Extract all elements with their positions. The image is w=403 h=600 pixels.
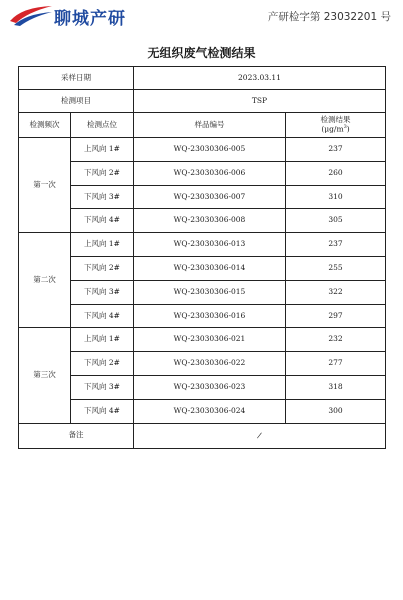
- sample-id-cell: WQ-23030306-022: [134, 352, 286, 376]
- result-cell: 322: [286, 280, 386, 304]
- point-cell: 上风向 1#: [71, 328, 134, 352]
- report-number: 产研检字第 23032201 号: [267, 11, 391, 23]
- table-row: [19, 138, 386, 162]
- column-frequency: 检测频次: [19, 113, 71, 138]
- note-label: 备注: [19, 423, 134, 448]
- frequency-cell: 第三次: [19, 328, 71, 423]
- point-cell: 下风向 2#: [71, 352, 134, 376]
- result-cell: 277: [286, 352, 386, 376]
- table-row: [19, 352, 386, 376]
- column-result-label: 检测结果: [320, 115, 351, 125]
- column-point: 检测点位: [71, 113, 134, 138]
- result-cell: 300: [286, 399, 386, 423]
- results-table: [18, 66, 386, 449]
- table-row: [19, 256, 386, 280]
- sampling-date-value: 2023.03.11: [134, 67, 386, 90]
- point-cell: 上风向 1#: [71, 138, 134, 162]
- point-cell: 下风向 3#: [71, 185, 134, 209]
- sample-id-cell: WQ-23030306-007: [134, 185, 286, 209]
- table-row: [19, 399, 386, 423]
- table-row: [19, 280, 386, 304]
- point-cell: 下风向 2#: [71, 256, 134, 280]
- sampling-date-label: 采样日期: [19, 67, 134, 90]
- test-item-row: [19, 90, 386, 113]
- company-name: 聊城产研: [54, 9, 126, 29]
- company-logo-icon: [8, 3, 54, 27]
- result-cell: 255: [286, 256, 386, 280]
- page-header: [0, 0, 403, 32]
- table-row: [19, 209, 386, 233]
- table-row: [19, 161, 386, 185]
- unit-base: (μg/m: [321, 124, 344, 134]
- sample-id-cell: WQ-23030306-024: [134, 399, 286, 423]
- sample-id-cell: WQ-23030306-005: [134, 138, 286, 162]
- table-row: [19, 328, 386, 352]
- result-cell: 237: [286, 138, 386, 162]
- point-cell: 上风向 1#: [71, 233, 134, 257]
- frequency-cell: 第二次: [19, 233, 71, 328]
- column-result: [286, 113, 386, 138]
- sample-id-cell: WQ-23030306-015: [134, 280, 286, 304]
- unit-sup: 3: [343, 123, 347, 130]
- column-sample-id: 样品编号: [134, 113, 286, 138]
- point-cell: 下风向 3#: [71, 375, 134, 399]
- sample-id-cell: WQ-23030306-023: [134, 375, 286, 399]
- sample-id-cell: WQ-23030306-013: [134, 233, 286, 257]
- result-cell: 260: [286, 161, 386, 185]
- point-cell: 下风向 3#: [71, 280, 134, 304]
- sample-id-cell: WQ-23030306-008: [134, 209, 286, 233]
- result-cell: 318: [286, 375, 386, 399]
- result-cell: 310: [286, 185, 386, 209]
- point-cell: 下风向 4#: [71, 209, 134, 233]
- point-cell: 下风向 4#: [71, 304, 134, 328]
- result-cell: 305: [286, 209, 386, 233]
- column-header-row: [19, 113, 386, 138]
- result-cell: 237: [286, 233, 386, 257]
- table-row: [19, 185, 386, 209]
- page-title: 无组织废气检测结果: [147, 46, 256, 60]
- unit-close: ): [346, 124, 350, 134]
- sample-id-cell: WQ-23030306-021: [134, 328, 286, 352]
- sampling-date-row: [19, 67, 386, 90]
- note-value-text: /: [256, 430, 263, 440]
- table-row: [19, 233, 386, 257]
- sample-id-cell: WQ-23030306-016: [134, 304, 286, 328]
- point-cell: 下风向 4#: [71, 399, 134, 423]
- result-cell: 232: [286, 328, 386, 352]
- test-item-value: TSP: [134, 90, 386, 113]
- frequency-cell: 第一次: [19, 138, 71, 233]
- result-cell: 297: [286, 304, 386, 328]
- table-row: [19, 375, 386, 399]
- test-item-label: 检测项目: [19, 90, 134, 113]
- point-cell: 下风向 2#: [71, 161, 134, 185]
- sample-id-cell: WQ-23030306-006: [134, 161, 286, 185]
- table-row: [19, 304, 386, 328]
- note-value: [134, 423, 386, 448]
- column-result-unit: [286, 125, 385, 134]
- note-row: [19, 423, 386, 448]
- sample-id-cell: WQ-23030306-014: [134, 256, 286, 280]
